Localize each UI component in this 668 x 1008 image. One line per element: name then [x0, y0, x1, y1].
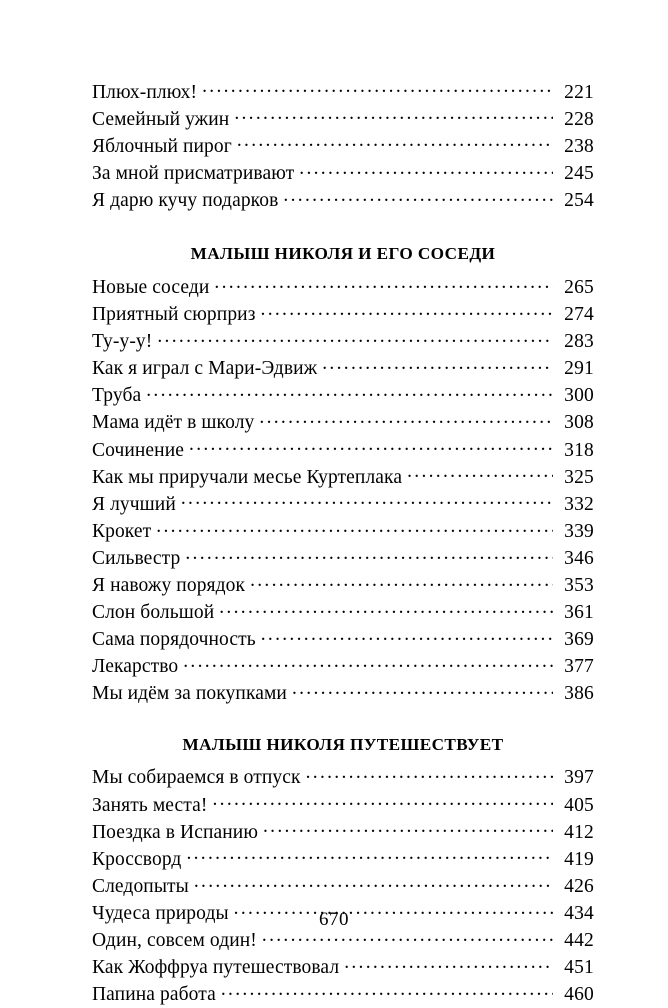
toc-entry-page: 325	[564, 466, 594, 488]
toc-entry-page: 361	[564, 602, 594, 624]
toc-entry-title: Как мы приручали месье Куртеплака	[92, 466, 403, 488]
toc-entry-title: Сильвестр	[92, 547, 181, 569]
toc-entry-title: Я лучший	[92, 493, 176, 515]
toc-section-heading: МАЛЫШ НИКОЛЯ ПУТЕШЕСТВУЕТ	[182, 734, 504, 754]
toc-entry[interactable]	[92, 517, 594, 544]
toc-entry-title: Чудеса природы	[92, 902, 229, 924]
toc-entry[interactable]	[92, 436, 594, 463]
table-of-contents	[92, 78, 594, 1008]
toc-entry-page: 332	[564, 493, 594, 515]
toc-entry[interactable]	[92, 105, 594, 132]
toc-entry-page: 412	[564, 821, 594, 843]
toc-entry[interactable]	[92, 78, 594, 105]
toc-entry-title: Мама идёт в школу	[92, 412, 255, 434]
toc-entry[interactable]	[92, 544, 594, 571]
toc-leader	[234, 105, 553, 125]
toc-entry-title: Мы собираемся в отпуск	[92, 767, 301, 789]
toc-entry[interactable]	[92, 159, 594, 186]
toc-entry-title: Приятный сюрприз	[92, 304, 256, 326]
toc-entry-title: Папина работа	[92, 984, 216, 1006]
toc-entry-title: Ту-у-у!	[92, 331, 153, 353]
toc-entry[interactable]	[92, 463, 594, 490]
toc-entry-title: За мной присматривают	[92, 162, 295, 184]
toc-group	[92, 764, 594, 1008]
toc-entry[interactable]	[92, 355, 594, 382]
toc-section-heading: МАЛЫШ НИКОЛЯ И ЕГО СОСЕДИ	[190, 244, 496, 264]
toc-entry[interactable]	[92, 328, 594, 355]
toc-leader	[261, 301, 553, 321]
toc-entry[interactable]	[92, 680, 594, 707]
toc-entry-title: Кроссворд	[92, 848, 182, 870]
toc-leader	[259, 409, 553, 429]
toc-entry-page: 265	[564, 276, 594, 298]
toc-entry[interactable]	[92, 818, 594, 845]
toc-entry-page: 346	[564, 547, 594, 569]
toc-entry[interactable]	[92, 954, 594, 981]
toc-leader	[306, 764, 553, 784]
toc-entry-title: Мы идём за покупками	[92, 683, 287, 705]
toc-leader	[292, 680, 553, 700]
toc-entry-page: 442	[564, 930, 594, 952]
toc-entry-title: Сама порядочность	[92, 629, 256, 651]
toc-leader	[181, 490, 553, 510]
toc-entry-page: 283	[564, 331, 594, 353]
toc-leader	[183, 653, 553, 673]
toc-entry-page: 460	[564, 984, 594, 1006]
toc-entry[interactable]	[92, 186, 594, 213]
toc-entry-title: Я дарю кучу подарков	[92, 189, 279, 211]
toc-entry[interactable]	[92, 845, 594, 872]
toc-entry-title: Плюх-плюх!	[92, 81, 198, 103]
toc-leader	[189, 436, 553, 456]
toc-entry-page: 318	[564, 439, 594, 461]
toc-leader	[283, 186, 553, 206]
toc-entry-title: Сочинение	[92, 439, 185, 461]
toc-entry-title: Новые соседи	[92, 276, 210, 298]
toc-leader	[202, 78, 553, 98]
toc-leader	[344, 954, 553, 974]
toc-entry[interactable]	[92, 572, 594, 599]
toc-entry[interactable]	[92, 490, 594, 517]
toc-entry-title: Поездка в Испанию	[92, 821, 258, 843]
toc-leader	[263, 818, 553, 838]
toc-leader	[299, 159, 553, 179]
toc-entry-page: 308	[564, 412, 594, 434]
toc-leader	[237, 132, 553, 152]
toc-entry[interactable]	[92, 132, 594, 159]
toc-entry[interactable]	[92, 599, 594, 626]
toc-entry-page: 397	[564, 767, 594, 789]
toc-entry-page: 405	[564, 794, 594, 816]
toc-entry-page: 238	[564, 135, 594, 157]
toc-entry[interactable]	[92, 409, 594, 436]
toc-leader	[322, 355, 553, 375]
toc-entry-title: Я навожу порядок	[92, 575, 246, 596]
toc-leader	[156, 517, 553, 537]
toc-entry-page: 300	[564, 385, 594, 407]
toc-entry-title: Следопыты	[92, 875, 189, 897]
toc-entry-page: 291	[564, 358, 594, 380]
toc-entry[interactable]	[92, 764, 594, 791]
toc-entry-title: Лекарство	[92, 656, 179, 678]
toc-leader	[186, 845, 553, 865]
toc-entry-title: Семейный ужин	[92, 108, 230, 130]
toc-leader	[214, 273, 553, 293]
toc-entry-page: 254	[564, 189, 594, 211]
toc-leader	[194, 872, 553, 892]
toc-entry[interactable]	[92, 872, 594, 899]
toc-group	[92, 78, 594, 213]
toc-entry-page: 377	[564, 656, 594, 678]
toc-entry[interactable]	[92, 653, 594, 680]
toc-entry-page: 353	[564, 575, 594, 596]
toc-leader	[146, 382, 553, 402]
toc-entry[interactable]	[92, 382, 594, 409]
toc-entry-page: 274	[564, 304, 594, 326]
toc-entry-page: 228	[564, 108, 594, 130]
toc-entry-page: 434	[564, 902, 594, 924]
toc-entry-title: Занять места!	[92, 794, 208, 816]
toc-entry-title: Слон большой	[92, 602, 215, 624]
toc-entry-page: 221	[564, 81, 594, 103]
toc-entry[interactable]	[92, 273, 594, 300]
toc-entry-page: 245	[564, 162, 594, 184]
toc-entry-title: Как я играл с Мари-Эдвиж	[92, 358, 318, 380]
toc-entry-page: 369	[564, 629, 594, 651]
toc-entry-page: 426	[564, 875, 594, 897]
toc-entry-page: 386	[564, 683, 594, 705]
toc-leader	[157, 328, 553, 348]
page-folio: 670	[319, 909, 349, 930]
toc-entry[interactable]	[92, 301, 594, 328]
toc-entry[interactable]	[92, 981, 594, 1008]
toc-entry[interactable]	[92, 626, 594, 653]
toc-entry-title: Как Жоффруа путешествовал	[92, 957, 340, 979]
toc-group	[92, 273, 594, 707]
toc-leader	[185, 544, 553, 564]
toc-leader	[261, 626, 553, 646]
toc-leader	[250, 572, 553, 592]
toc-entry-title: Крокет	[92, 520, 152, 542]
toc-entry-page: 339	[564, 520, 594, 542]
toc-entry-title: Яблочный пирог	[92, 135, 232, 157]
toc-entry[interactable]	[92, 791, 594, 818]
toc-leader	[407, 463, 553, 483]
toc-entry-page: 451	[564, 957, 594, 979]
toc-leader	[212, 791, 553, 811]
toc-entry-page: 419	[564, 848, 594, 870]
toc-leader	[221, 981, 553, 1001]
toc-leader	[219, 599, 553, 619]
toc-entry-title: Один, совсем один!	[92, 930, 257, 952]
toc-entry-title: Труба	[92, 385, 142, 407]
